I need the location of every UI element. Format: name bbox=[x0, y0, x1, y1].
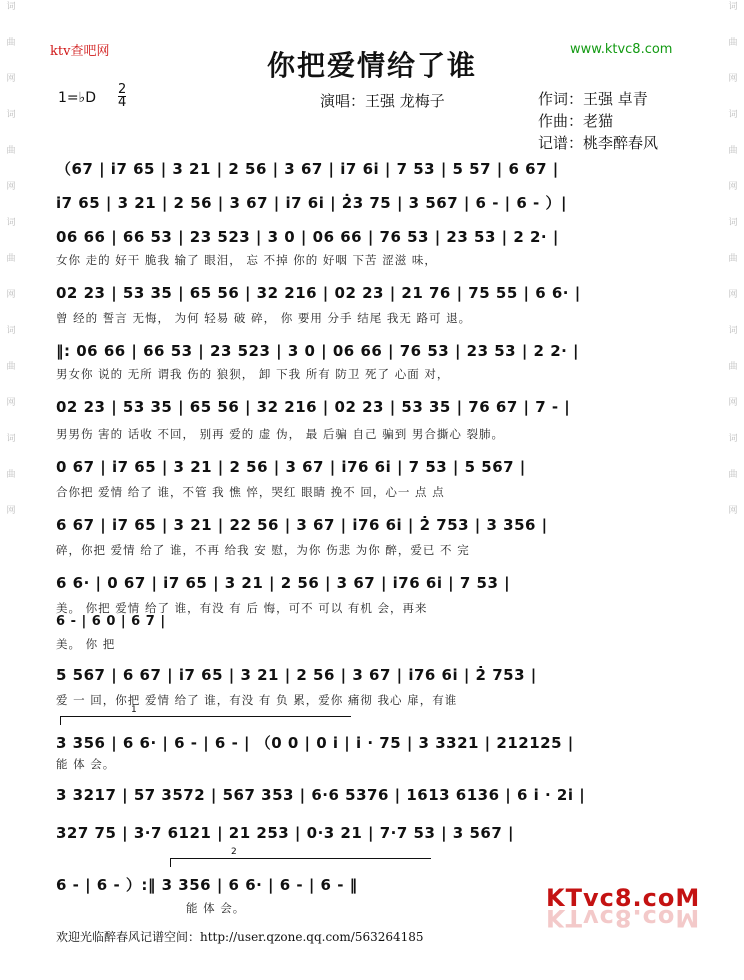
watermark-char: 网 bbox=[728, 506, 738, 516]
notation-row: 6 67 | i7 65 | 3 21 | 22 56 | 3 67 | i76 6i | 2̇ 753 | 3 356 | bbox=[56, 516, 548, 534]
notation-row: 02 23 | 53 35 | 65 56 | 32 216 | 02 23 | 21 76 | 75 55 | 6 6· | bbox=[56, 284, 581, 302]
key-signature: 1=♭D bbox=[58, 90, 97, 106]
transcriber-credit: 记谱：桃李醉春风 bbox=[538, 134, 659, 152]
notation-row: 06 66 | 66 53 | 23 523 | 3 0 | 06 66 | 76 53 | 23 53 | 2 2· | bbox=[56, 228, 559, 246]
lyric-line: 能 体 会。 bbox=[56, 757, 116, 771]
time-signature bbox=[118, 84, 126, 109]
watermark-char: 曲 bbox=[728, 38, 738, 48]
watermark-char: 词 bbox=[6, 326, 16, 336]
watermark-char: 曲 bbox=[728, 254, 738, 264]
volta-number: 1 bbox=[131, 705, 137, 715]
watermark-char: 词 bbox=[6, 218, 16, 228]
left-watermark-strip bbox=[2, 0, 20, 980]
time-numerator: 2 bbox=[118, 82, 127, 97]
lyric-line: 碎，你把 爱情 给了 谁，不再 给我 安 慰，为你 伤悲 为你 醉，爱已 不 完 bbox=[56, 543, 470, 557]
watermark-char: 词 bbox=[6, 110, 16, 120]
time-denominator: 4 bbox=[118, 95, 127, 110]
lyric-line: 男男伤 害的 话收 不回， 别再 爱的 虚 伪， 最 后骗 自己 骗到 男合撕心 裂肺。 bbox=[56, 427, 505, 441]
logo-reflection: KTvc8.coM bbox=[546, 904, 701, 932]
watermark-char: 曲 bbox=[6, 254, 16, 264]
watermark-char: 词 bbox=[728, 326, 738, 336]
watermark-char: 词 bbox=[6, 2, 16, 12]
composer-credit: 作曲：老猫 bbox=[538, 112, 614, 130]
song-title: 你把爱情给了谁 bbox=[266, 49, 477, 82]
notation-row: 3 356 | 6 6· | 6 - | 6 - | （0 0 | 0 i | i · 75 | 3 3321 | 212125 | bbox=[56, 734, 574, 752]
watermark-char: 词 bbox=[728, 2, 738, 12]
watermark-char: 曲 bbox=[6, 146, 16, 156]
ktvc8-logo bbox=[546, 884, 701, 940]
footer-note: 欢迎光临醉春风记谱空间：http://user.qzone.qq.com/563264185 bbox=[56, 930, 424, 944]
watermark-char: 曲 bbox=[728, 362, 738, 372]
lyric-line: 爱 一 回，你把 爱情 给了 谁，有没 有 负 累，爱你 痛彻 我心 扉，有谁 bbox=[56, 693, 458, 707]
right-watermark-strip bbox=[724, 0, 742, 980]
watermark-char: 网 bbox=[728, 182, 738, 192]
watermark-char: 词 bbox=[6, 434, 16, 444]
lyric-line: 美。 你把 爱情 给了 谁，有没 有 后 悔，可不 可以 有机 会，再来 bbox=[56, 601, 428, 615]
volta-number: 2 bbox=[231, 847, 237, 857]
watermark-char: 词 bbox=[728, 434, 738, 444]
notation-row: i7 65 | 3 21 | 2 56 | 3 67 | i7 6i | 2̇3 75 | 3 567 | 6 - | 6 - ）| bbox=[56, 194, 567, 212]
lyricist-credit: 作词：王强 卓青 bbox=[538, 90, 648, 108]
first-ending-bracket bbox=[60, 705, 351, 725]
watermark-char: 网 bbox=[6, 290, 16, 300]
lyric-line: 美。 你 把 bbox=[56, 637, 116, 651]
lyric-line: 合你把 爱情 给了 谁，不管 我 憔 悴，哭红 眼睛 挽不 回，心一 点 点 bbox=[56, 485, 445, 499]
watermark-char: 网 bbox=[6, 182, 16, 192]
notation-row: 327 75 | 3·7 6121 | 21 253 | 0·3 21 | 7·7 53 | 3 567 | bbox=[56, 824, 514, 842]
watermark-char: 曲 bbox=[6, 470, 16, 480]
site-url-right[interactable]: www.ktvc8.com bbox=[570, 42, 673, 57]
notation-row: 5 567 | 6 67 | i7 65 | 3 21 | 2 56 | 3 67 | i76 6i | 2̇ 753 | bbox=[56, 666, 537, 684]
watermark-char: 网 bbox=[6, 398, 16, 408]
site-brand-left: ktv查吧网 bbox=[50, 44, 110, 59]
notation-row: 02 23 | 53 35 | 65 56 | 32 216 | 02 23 | 53 35 | 76 67 | 7 - | bbox=[56, 398, 571, 416]
lyric-line: 曾 经的 誓言 无悔， 为何 轻易 破 碎， 你 要用 分手 结尾 我无 路可 退。 bbox=[56, 311, 472, 325]
notation-row: （67 | i7 65 | 3 21 | 2 56 | 3 67 | i7 6i | 7 53 | 5 57 | 6 67 | bbox=[56, 160, 559, 178]
lyric-line: 能 体 会。 bbox=[186, 901, 246, 915]
watermark-char: 网 bbox=[728, 74, 738, 84]
lyric-line: 男女你 说的 无所 谓我 伤的 狼狈， 卸 下我 所有 防卫 死了 心面 对， bbox=[56, 367, 450, 381]
watermark-char: 曲 bbox=[6, 38, 16, 48]
credits-block bbox=[538, 88, 658, 154]
singer-credit: 演唱：王强 龙梅子 bbox=[320, 92, 445, 110]
notation-row: 6 - | 6 - ）:‖ 3 356 | 6 6· | 6 - | 6 - ‖ bbox=[56, 876, 358, 894]
notation-row: 3 3217 | 57 3572 | 567 353 | 6·6 5376 | 1613 6136 | 6 i · 2i | bbox=[56, 786, 586, 804]
watermark-char: 网 bbox=[728, 398, 738, 408]
watermark-char: 曲 bbox=[728, 146, 738, 156]
watermark-char: 词 bbox=[728, 218, 738, 228]
watermark-char: 网 bbox=[728, 290, 738, 300]
notation-row: 0 67 | i7 65 | 3 21 | 2 56 | 3 67 | i76 6i | 7 53 | 5 567 | bbox=[56, 458, 526, 476]
watermark-char: 曲 bbox=[6, 362, 16, 372]
watermark-char: 词 bbox=[728, 110, 738, 120]
watermark-char: 曲 bbox=[728, 470, 738, 480]
notation-row: 6 - | 6 0 | 6 7 | bbox=[56, 614, 166, 629]
notation-row: 6 6· | 0 67 | i7 65 | 3 21 | 2 56 | 3 67 | i76 6i | 7 53 | bbox=[56, 574, 511, 592]
watermark-char: 网 bbox=[6, 506, 16, 516]
notation-row: ‖: 06 66 | 66 53 | 23 523 | 3 0 | 06 66 | 76 53 | 23 53 | 2 2· | bbox=[56, 342, 580, 360]
logo-text: KTvc8.coM bbox=[546, 884, 701, 912]
second-ending-bracket bbox=[170, 847, 431, 867]
lyric-line: 女你 走的 好干 脆我 输了 眼泪， 忘 不掉 你的 好咽 下苦 涩滋 味， bbox=[56, 253, 437, 267]
watermark-char: 网 bbox=[6, 74, 16, 84]
